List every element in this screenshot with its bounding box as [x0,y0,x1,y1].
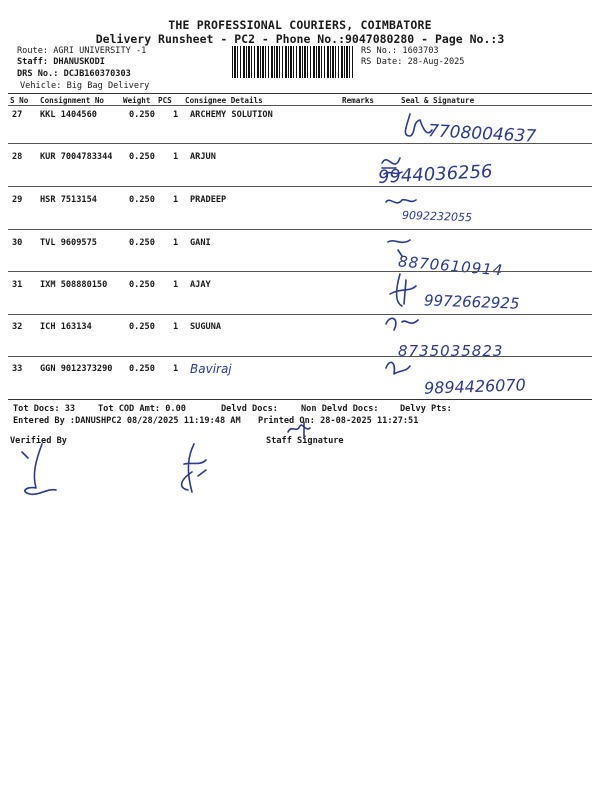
entered-by: Entered By :DANUSHPC2 08/28/2025 11:19:48 AM [13,416,241,426]
delivery-points: Delvy Pts: [400,404,452,414]
company-title: THE PROFESSIONAL COURIERS, COIMBATORE [168,18,432,32]
row-divider [8,186,592,187]
col-consignee: Consignee Details [185,96,263,105]
row-handwritten-phone: 9944036256 [377,161,494,188]
row-pcs: 1 [173,322,179,332]
row-divider [8,229,592,230]
supervisor-signature [170,440,220,500]
total-docs: Tot Docs: 33 [13,404,76,414]
row-weight: 0.250 [129,364,155,374]
drs-label: DRS No.: DCJB160370303 [17,69,131,79]
row-consignee: GANI [190,238,211,248]
table-bottom-divider [8,399,592,400]
barcode [232,46,355,78]
row-weight: 0.250 [129,110,155,120]
row-sno: 32 [12,322,23,332]
delivered-docs: Delvd Docs: [221,404,278,414]
row-consignment: HSR 7513154 [40,195,97,205]
printed-on: Printed On: 28-08-2025 11:27:51 [258,416,419,426]
row-consignment: ICH 163134 [40,322,92,332]
row-pcs: 1 [173,280,179,290]
row-pcs: 1 [173,238,179,248]
row-consignment: KUR 7004783344 [40,152,113,162]
row-pcs: 1 [173,152,179,162]
row-pcs: 1 [173,110,179,120]
row-divider [8,143,592,144]
row-divider [8,314,592,315]
header-divider-bottom [8,105,592,106]
row-handwritten-phone: 8735035823 [398,342,504,360]
row-weight: 0.250 [129,152,155,162]
col-pcs: PCS [158,96,172,105]
row-consignee: AJAY [190,280,211,290]
row-handwritten-name: Baviraj [190,362,232,376]
row-consignment: IXM 508880150 [40,280,108,290]
row-consignment: TVL 9609575 [40,238,97,248]
row-handwritten-phone: 8870610914 [397,252,505,280]
row-weight: 0.250 [129,195,155,205]
row-handwritten-phone: 7708004637 [427,121,537,147]
rs-date: RS Date: 28-Aug-2025 [361,57,465,67]
row-sno: 29 [12,195,23,205]
row-sno: 27 [12,110,23,120]
runsheet-title: Delivery Runsheet - PC2 - Phone No.:9047080280 - Page No.:3 [95,32,505,46]
row-handwritten-phone: 9972662925 [423,291,520,313]
row-consignee: PRADEEP [190,195,227,205]
rs-number: RS No.: 1603703 [361,46,439,56]
row-divider [8,271,592,272]
row-sno: 30 [12,238,23,248]
row-weight: 0.250 [129,238,155,248]
col-consignment: Consignment No [40,96,105,105]
row-sno: 28 [12,152,23,162]
row-divider [8,356,592,357]
header-divider-top [8,93,592,94]
verifier-signature [12,440,72,500]
route-label: Route: AGRI UNIVERSITY -1 [17,46,147,56]
col-remarks: Remarks [342,96,375,105]
row-consignee: ARCHEMY SOLUTION [190,110,273,120]
row-pcs: 1 [173,195,179,205]
signature-marks [380,108,440,398]
staff-signature [284,418,320,442]
staff-label: Staff: DHANUSKODI [17,57,105,67]
row-pcs: 1 [173,364,179,374]
row-consignee: ARJUN [190,152,216,162]
verified-by-label: Verified By [10,436,67,446]
col-sno: S No [10,96,29,105]
vehicle-label: Vehicle: Big Bag Delivery [20,81,150,91]
row-consignee: SUGUNA [190,322,222,332]
row-handwritten-phone: 9894426070 [423,375,527,398]
row-weight: 0.250 [129,280,155,290]
col-seal: Seal & Signature [401,96,475,105]
row-sno: 31 [12,280,23,290]
row-consignment: GGN 9012373290 [40,364,113,374]
col-weight: Weight [123,96,151,105]
row-handwritten-phone: 9092232055 [401,208,473,225]
row-weight: 0.250 [129,322,155,332]
row-consignment: KKL 1404560 [40,110,97,120]
total-cod-amount: Tot COD Amt: 0.00 [98,404,186,414]
row-sno: 33 [12,364,23,374]
staff-signature-label: Staff Signature [266,436,344,446]
non-delivered-docs: Non Delvd Docs: [301,404,379,414]
